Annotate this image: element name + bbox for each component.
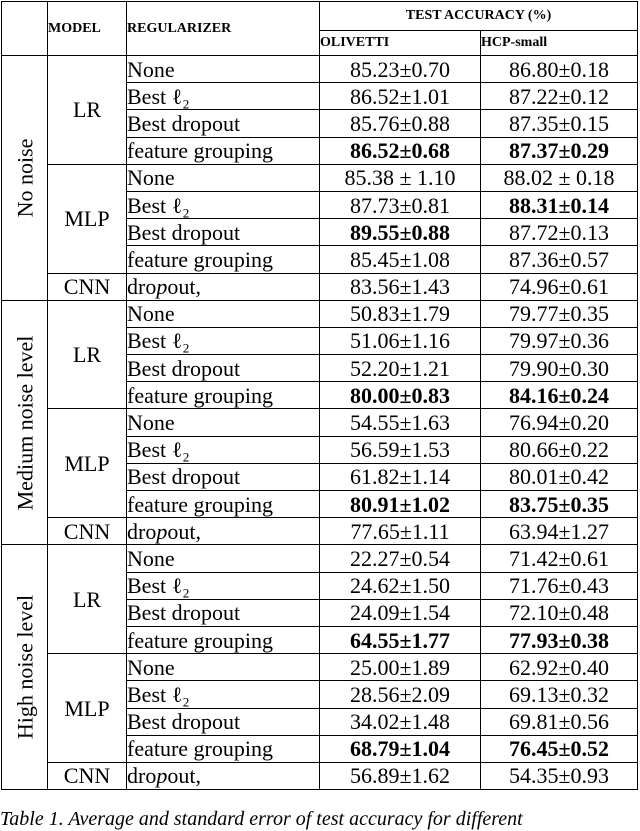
hcp-accuracy-cell: 87.37±0.29 [481,137,638,164]
hcp-accuracy-cell: 87.35±0.15 [481,110,638,137]
header-blank-cell [2,2,48,56]
table-row [2,273,638,300]
hcp-accuracy-cell: 79.90±0.30 [481,355,638,382]
olivetti-accuracy-cell: 22.27±0.54 [320,545,481,572]
regularizer-cell: feature grouping [127,626,320,653]
table-row [2,762,638,789]
noise-group-label [2,56,48,301]
regularizer-cell: Best ℓ₂ [127,83,320,110]
olivetti-accuracy-cell: 61.82±1.14 [320,463,481,490]
model-label: LR [48,545,127,654]
table-row [2,56,638,83]
hcp-accuracy-cell: 76.94±0.20 [481,409,638,436]
hcp-accuracy-cell: 87.22±0.12 [481,83,638,110]
header-hcp-small: HCP-small [481,31,638,56]
regularizer-cell: feature grouping [127,246,320,273]
header-olivetti: OLIVETTI [320,31,481,56]
olivetti-accuracy-cell: 24.09±1.54 [320,599,481,626]
model-label: MLP [48,164,127,273]
regularizer-cell: Best dropout [127,355,320,382]
regularizer-cell: Best dropout [127,463,320,490]
regularizer-cell: Best dropout [127,599,320,626]
olivetti-accuracy-cell: 85.38 ± 1.10 [320,164,481,191]
olivetti-accuracy-cell: 86.52±1.01 [320,83,481,110]
model-label: MLP [48,409,127,518]
model-label: CNN [48,273,127,300]
results-table-container [1,1,638,790]
hcp-accuracy-cell: 87.36±0.57 [481,246,638,273]
regularizer-cell: Best dropout [127,110,320,137]
model-label: LR [48,300,127,409]
noise-group-label-text: Medium noise level [12,335,37,510]
olivetti-accuracy-cell: 80.91±1.02 [320,491,481,518]
regularizer-cell: feature grouping [127,735,320,762]
table-row [2,518,638,545]
hcp-accuracy-cell: 76.45±0.52 [481,735,638,762]
regularizer-cell: Best dropout [127,708,320,735]
regularizer-cell: None [127,545,320,572]
noise-group-label [2,545,48,790]
model-label: CNN [48,762,127,789]
hcp-accuracy-cell: 71.76±0.43 [481,572,638,599]
olivetti-accuracy-cell: 87.73±0.81 [320,191,481,218]
hcp-accuracy-cell: 62.92±0.40 [481,654,638,681]
header-test-accuracy: TEST ACCURACY (%) [320,2,638,31]
olivetti-accuracy-cell: 25.00±1.89 [320,654,481,681]
hcp-accuracy-cell: 72.10±0.48 [481,599,638,626]
olivetti-accuracy-cell: 86.52±0.68 [320,137,481,164]
olivetti-accuracy-cell: 85.23±0.70 [320,56,481,83]
hcp-accuracy-cell: 63.94±1.27 [481,518,638,545]
olivetti-accuracy-cell: 50.83±1.79 [320,300,481,327]
hcp-accuracy-cell: 88.31±0.14 [481,191,638,218]
hcp-accuracy-cell: 79.97±0.36 [481,327,638,354]
regularizer-cell: dropout, [127,762,320,789]
model-label: MLP [48,654,127,763]
hcp-accuracy-cell: 80.01±0.42 [481,463,638,490]
olivetti-accuracy-cell: 89.55±0.88 [320,219,481,246]
results-table [1,1,638,790]
noise-group-label-text: No noise [12,138,37,218]
hcp-accuracy-cell: 83.75±0.35 [481,491,638,518]
table-row [2,654,638,681]
olivetti-accuracy-cell: 68.79±1.04 [320,735,481,762]
table-row [2,409,638,436]
regularizer-cell: None [127,164,320,191]
olivetti-accuracy-cell: 85.45±1.08 [320,246,481,273]
regularizer-cell: dropout, [127,273,320,300]
olivetti-accuracy-cell: 80.00±0.83 [320,382,481,409]
header-model: MODEL [48,2,127,56]
regularizer-cell: None [127,654,320,681]
olivetti-accuracy-cell: 51.06±1.16 [320,327,481,354]
hcp-accuracy-cell: 71.42±0.61 [481,545,638,572]
olivetti-accuracy-cell: 24.62±1.50 [320,572,481,599]
olivetti-accuracy-cell: 52.20±1.21 [320,355,481,382]
regularizer-cell: None [127,300,320,327]
hcp-accuracy-cell: 87.72±0.13 [481,219,638,246]
model-label: LR [48,56,127,165]
hcp-accuracy-cell: 88.02 ± 0.18 [481,164,638,191]
hcp-accuracy-cell: 74.96±0.61 [481,273,638,300]
regularizer-cell: Best ℓ₂ [127,436,320,463]
hcp-accuracy-cell: 84.16±0.24 [481,382,638,409]
olivetti-accuracy-cell: 83.56±1.43 [320,273,481,300]
header-regularizer: REGULARIZER [127,2,320,56]
hcp-accuracy-cell: 69.13±0.32 [481,681,638,708]
regularizer-cell: Best dropout [127,219,320,246]
table-row [2,164,638,191]
regularizer-cell: feature grouping [127,137,320,164]
olivetti-accuracy-cell: 64.55±1.77 [320,626,481,653]
table-caption: Table 1. Average and standard error of test accuracy for different [0,808,523,830]
regularizer-cell: dropout, [127,518,320,545]
hcp-accuracy-cell: 80.66±0.22 [481,436,638,463]
results-table-body [2,56,638,790]
regularizer-cell: feature grouping [127,382,320,409]
olivetti-accuracy-cell: 77.65±1.11 [320,518,481,545]
olivetti-accuracy-cell: 56.59±1.53 [320,436,481,463]
noise-group-label-text: High noise level [12,595,37,740]
table-row [2,545,638,572]
table-row [2,300,638,327]
olivetti-accuracy-cell: 54.55±1.63 [320,409,481,436]
noise-group-label [2,300,48,545]
regularizer-cell: None [127,56,320,83]
regularizer-cell: Best ℓ₂ [127,327,320,354]
olivetti-accuracy-cell: 28.56±2.09 [320,681,481,708]
hcp-accuracy-cell: 77.93±0.38 [481,626,638,653]
hcp-accuracy-cell: 69.81±0.56 [481,708,638,735]
regularizer-cell: feature grouping [127,491,320,518]
hcp-accuracy-cell: 54.35±0.93 [481,762,638,789]
olivetti-accuracy-cell: 85.76±0.88 [320,110,481,137]
olivetti-accuracy-cell: 34.02±1.48 [320,708,481,735]
olivetti-accuracy-cell: 56.89±1.62 [320,762,481,789]
regularizer-cell: Best ℓ₂ [127,191,320,218]
hcp-accuracy-cell: 79.77±0.35 [481,300,638,327]
regularizer-cell: Best ℓ₂ [127,572,320,599]
regularizer-cell: Best ℓ₂ [127,681,320,708]
model-label: CNN [48,518,127,545]
hcp-accuracy-cell: 86.80±0.18 [481,56,638,83]
regularizer-cell: None [127,409,320,436]
